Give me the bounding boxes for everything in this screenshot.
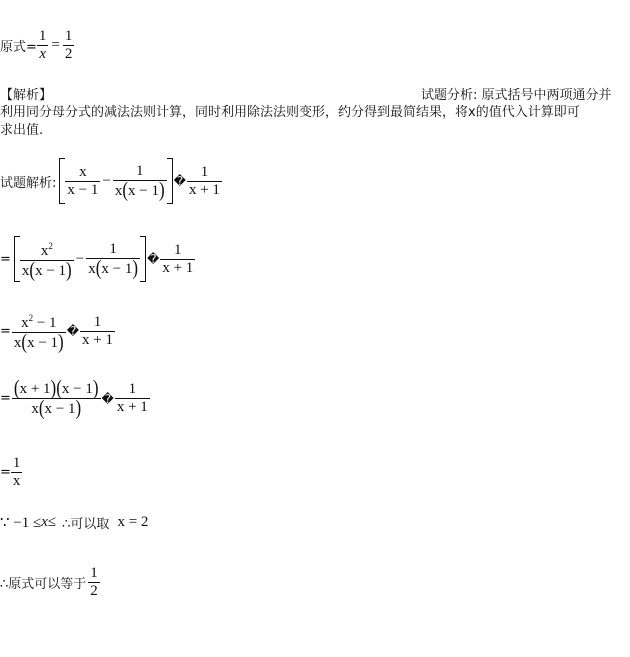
solution-step-4 bbox=[0, 375, 150, 420]
division-symbol: � bbox=[101, 391, 114, 406]
equals-sign: = bbox=[0, 465, 11, 480]
equals-sign: = bbox=[0, 323, 11, 339]
fraction-factored-over-x-paren: $\frac{(x + 1)(x - 1)}{x(x - 1)}$ bbox=[13, 375, 99, 420]
fraction-one-half: $\frac{1}{2}$ bbox=[90, 565, 98, 599]
minus-sign: − bbox=[102, 172, 111, 189]
solution-label: 试题解析: bbox=[0, 175, 57, 191]
solution-step-3 bbox=[0, 310, 115, 352]
right-bracket bbox=[167, 158, 173, 204]
analysis-tag: 【解析】 bbox=[0, 88, 53, 103]
analysis-line-2: 利用同分母分式的减法法则计算，同时利用除法法则变形，约分得到最简结果，将x的值代入计算即可 bbox=[0, 105, 580, 120]
because-condition: ∵ −1 ≤ bbox=[0, 515, 42, 531]
analysis-line-3: 求出值. bbox=[0, 123, 44, 138]
fraction-1-over-x-paren: $\frac{1}{x(x - 1)}$ bbox=[88, 240, 138, 279]
fraction-1-over-x-paren: $\frac{1}{x(x - 1)}$ bbox=[114, 162, 165, 201]
solution-step-6 bbox=[0, 513, 148, 532]
fraction-1-over-x-plus-1: $\frac{1}{x + 1}$ bbox=[116, 381, 148, 415]
fraction-1-over-x-plus-1: $\frac{1}{x + 1}$ bbox=[162, 241, 194, 276]
equals-sign: = bbox=[51, 37, 60, 53]
fraction-1-over-x: $\frac{1}{x}$ bbox=[12, 455, 21, 489]
less-equal-sign: ≤ bbox=[47, 514, 57, 530]
equals-sign: = bbox=[0, 251, 11, 267]
fraction-1-over-x-plus-1: $\frac{1}{x + 1}$ bbox=[188, 163, 220, 198]
result-prefix: 原式= bbox=[0, 40, 37, 55]
fraction-one-over-x: $\frac{1}{x}$ bbox=[38, 28, 47, 62]
solution-step-1 bbox=[0, 158, 222, 204]
minus-sign: − bbox=[75, 250, 85, 267]
fraction-x2-over-x-paren: $\frac{x^2}{x(x - 1)}$ bbox=[20, 238, 74, 280]
equals-sign: = bbox=[0, 391, 11, 406]
solution-step-7 bbox=[0, 565, 100, 600]
division-symbol: � bbox=[66, 324, 80, 338]
fraction-x-over-x-minus-1: $\frac{x}{x - 1}$ bbox=[67, 163, 99, 198]
division-symbol: � bbox=[173, 174, 186, 188]
result-line bbox=[0, 28, 74, 63]
conclusion-text: ∴原式可以等于 bbox=[0, 577, 87, 592]
right-bracket bbox=[140, 236, 146, 282]
fraction-x2-minus-1-over-x-paren: $\frac{x^2 - 1}{x(x - 1)}$ bbox=[12, 310, 66, 352]
analysis-right-text: 试题分析: 原式括号中两项通分并 bbox=[421, 88, 612, 103]
therefore-text: ∴可以取 bbox=[62, 517, 110, 532]
solution-step-5 bbox=[0, 455, 22, 490]
variable-x: x bbox=[41, 514, 48, 530]
fraction-1-over-x-plus-1: $\frac{1}{x + 1}$ bbox=[82, 313, 113, 348]
division-symbol: � bbox=[147, 252, 160, 266]
x-equals-2: x = 2 bbox=[117, 514, 149, 530]
solution-step-2 bbox=[0, 236, 195, 282]
fraction-one-half: $\frac{1}{2}$ bbox=[64, 28, 73, 62]
